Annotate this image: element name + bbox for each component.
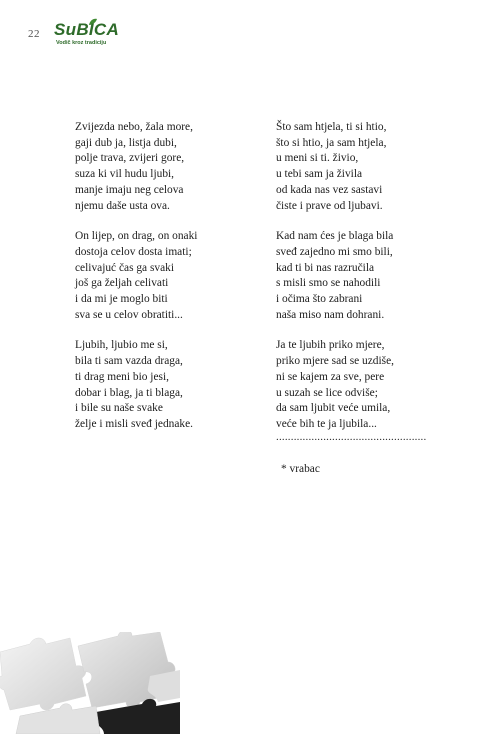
subica-logo [54, 22, 138, 50]
verse-line: suza ki vil hudu ljubi, [75, 168, 175, 181]
dotted-rule: ................................................... [276, 430, 427, 443]
verse-line: Što sam htjela, ti si htio, [276, 121, 387, 133]
verse-line: sva se u celov obratiti... [75, 308, 183, 321]
stanza [75, 120, 245, 214]
verse-line: dobar i blag, ja ti blaga, [75, 386, 183, 399]
verse-line: što si htio, ja sam htjela, [276, 136, 387, 149]
verse-line: u suzah se lice odviše; [276, 386, 378, 399]
verse-line: u meni si ti. živio, [276, 152, 359, 165]
logo-tagline: Vodič kroz tradiciju [56, 40, 107, 46]
verse-line: ti drag meni bio jesi, [75, 370, 169, 383]
verse-line: da sam ljubit veće umila, [276, 402, 391, 415]
poem-left-column [75, 120, 245, 448]
verse-line: Ja te ljubih priko mjere, [276, 339, 385, 352]
logo-wordmark: SuBICA [54, 20, 120, 39]
verse-line: ni se kajem za sve, pere [276, 370, 385, 383]
stanza [276, 229, 446, 323]
verse-line: veće bih te ja ljubila... [276, 417, 377, 430]
verse-line: i očima što zabrani [276, 293, 363, 306]
verse-line: naša miso nam dohrani. [276, 308, 385, 321]
verse-line: On lijep, on drag, on onaki [75, 230, 198, 243]
verse-line: njemu daše usta ova. [75, 199, 170, 212]
verse-line: Zvijezda nebo, žala more, [75, 121, 193, 133]
verse-line: manje imaju neg celova [75, 183, 184, 196]
puzzle-pieces-image [0, 632, 180, 734]
verse-line: u tebi sam ja živila [276, 168, 363, 181]
verse-line: i da mi je moglo biti [75, 293, 168, 306]
stanza [75, 229, 245, 323]
verse-line: i bile su naše svake [75, 402, 163, 415]
stanza [276, 120, 446, 214]
stanza [276, 338, 446, 432]
verse-line: kad ti bi nas razručila [276, 261, 375, 274]
verse-line: Ljubih, ljubio me si, [75, 339, 168, 352]
verse-line: s misli smo se nahodili [276, 277, 381, 290]
verse-line: Kad nam ćes je blaga bila [276, 230, 394, 243]
page-number: 22 [28, 28, 40, 40]
verse-line: od kada nas vez sastavi [276, 183, 383, 196]
stanza [75, 338, 245, 432]
verse-line: bila ti sam vazda draga, [75, 355, 183, 368]
verse-line: želje i misli sveđ jednake. [75, 417, 193, 430]
verse-line: polje trava, zvijeri gore, [75, 152, 185, 165]
footnote: * vrabac [281, 462, 320, 475]
verse-line: celivajuć čas ga svaki [75, 261, 174, 274]
verse-line: sveđ zajedno mi smo bili, [276, 245, 393, 258]
verse-line: priko mjere sad se uzdiše, [276, 355, 394, 368]
verse-line: čiste i prave od ljubavi. [276, 199, 383, 212]
verse-line: gaji dub ja, listja dubi, [75, 136, 177, 149]
verse-line: još ga željah celivati [75, 277, 169, 290]
poem-right-column [276, 120, 446, 475]
verse-line: dostoja celov dosta imati; [75, 245, 192, 258]
